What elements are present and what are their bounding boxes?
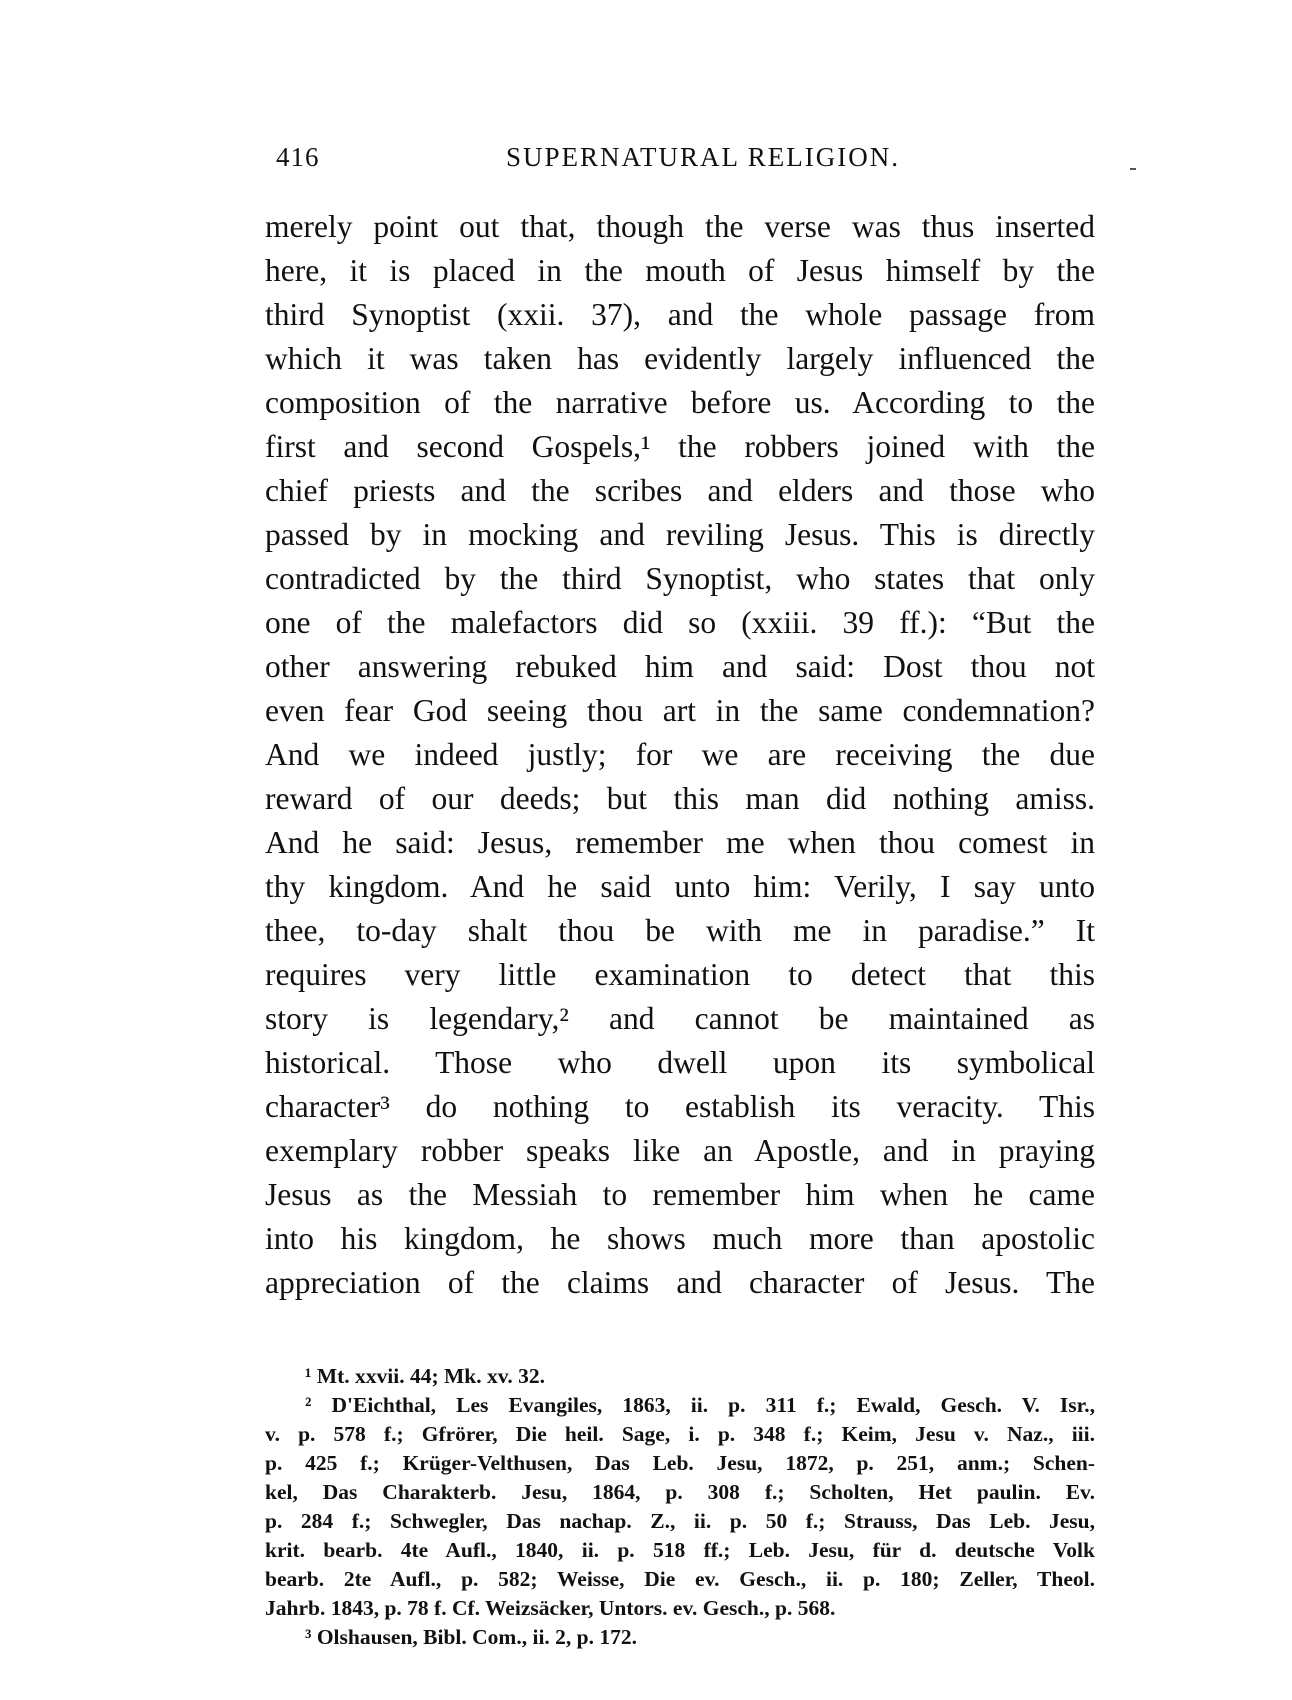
footnote-1: ¹ Mt. xxvii. 44; Mk. xv. 32. (305, 1364, 545, 1388)
footnotes (265, 1362, 1095, 1652)
text-line: which it was taken has evidently largely influenced the (265, 341, 1095, 376)
text-line: historical. Those who dwell upon its symbolical (265, 1045, 1095, 1080)
page-number: 416 (276, 142, 320, 172)
text-line: character³ do nothing to establish its veracity. This (265, 1089, 1095, 1124)
footnote-line: Jahrb. 1843, p. 78 f. Cf. Weizsäcker, Untors. ev. Gesch., p. 568. (265, 1596, 836, 1620)
stray-mark (1130, 168, 1136, 170)
footnote-line: v. p. 578 f.; Gfrörer, Die heil. Sage, i. p. 348 f.; Keim, Jesu v. Naz., iii. (265, 1422, 1095, 1446)
text-line: appreciation of the claims and character of Jesus. The (265, 1265, 1095, 1300)
text-line: exemplary robber speaks like an Apostle, and in praying (265, 1133, 1095, 1168)
text-line: thee, to-day shalt thou be with me in paradise.” It (265, 913, 1095, 948)
text-line: into his kingdom, he shows much more than apostolic (265, 1221, 1095, 1256)
text-line: reward of our deeds; but this man did nothing amiss. (265, 781, 1095, 816)
text-line: contradicted by the third Synoptist, who states that only (265, 561, 1095, 596)
text-line: passed by in mocking and reviling Jesus. This is directly (265, 517, 1095, 552)
text-line: here, it is placed in the mouth of Jesus himself by the (265, 253, 1095, 288)
text-line: other answering rebuked him and said: Dost thou not (265, 649, 1095, 684)
text-line: chief priests and the scribes and elders and those who (265, 473, 1095, 508)
text-line: And he said: Jesus, remember me when thou comest in (265, 825, 1095, 860)
footnote-line: p. 425 f.; Krüger-Velthusen, Das Leb. Jesu, 1872, p. 251, anm.; Schen- (265, 1451, 1095, 1475)
text-line: third Synoptist (xxii. 37), and the whole passage from (265, 297, 1095, 332)
text-line: merely point out that, though the verse was thus inserted (265, 209, 1095, 244)
text-line: first and second Gospels,¹ the robbers joined with the (265, 429, 1095, 464)
footnote-line: p. 284 f.; Schwegler, Das nachap. Z., ii. p. 50 f.; Strauss, Das Leb. Jesu, (265, 1509, 1095, 1533)
text-line: And we indeed justly; for we are receiving the due (265, 737, 1095, 772)
text-line: one of the malefactors did so (xxiii. 39 ff.): “But the (265, 605, 1095, 640)
text-line: composition of the narrative before us. According to the (265, 385, 1095, 420)
footnote-line: bearb. 2te Aufl., p. 582; Weisse, Die ev. Gesch., ii. p. 180; Zeller, Theol. (265, 1567, 1095, 1591)
footnote-3: ³ Olshausen, Bibl. Com., ii. 2, p. 172. (305, 1625, 638, 1649)
text-line: story is legendary,² and cannot be maintained as (265, 1001, 1095, 1036)
text-line: thy kingdom. And he said unto him: Verily, I say unto (265, 869, 1095, 904)
main-text (265, 205, 1095, 1305)
footnote-line: krit. bearb. 4te Aufl., 1840, ii. p. 518 ff.; Leb. Jesu, für d. deutsche Volk (265, 1538, 1095, 1562)
text-line: even fear God seeing thou art in the same condemnation? (265, 693, 1095, 728)
footnote-line: kel, Das Charakterb. Jesu, 1864, p. 308 f.; Scholten, Het paulin. Ev. (265, 1480, 1095, 1504)
footnote-2: ² D'Eichthal, Les Evangiles, 1863, ii. p. 311 f.; Ewald, Gesch. V. Isr., (305, 1393, 1095, 1417)
text-line: requires very little examination to detect that this (265, 957, 1095, 992)
running-header (276, 142, 1096, 182)
text-line: Jesus as the Messiah to remember him when he came (265, 1177, 1095, 1212)
running-title: SUPERNATURAL RELIGION. (506, 142, 900, 172)
